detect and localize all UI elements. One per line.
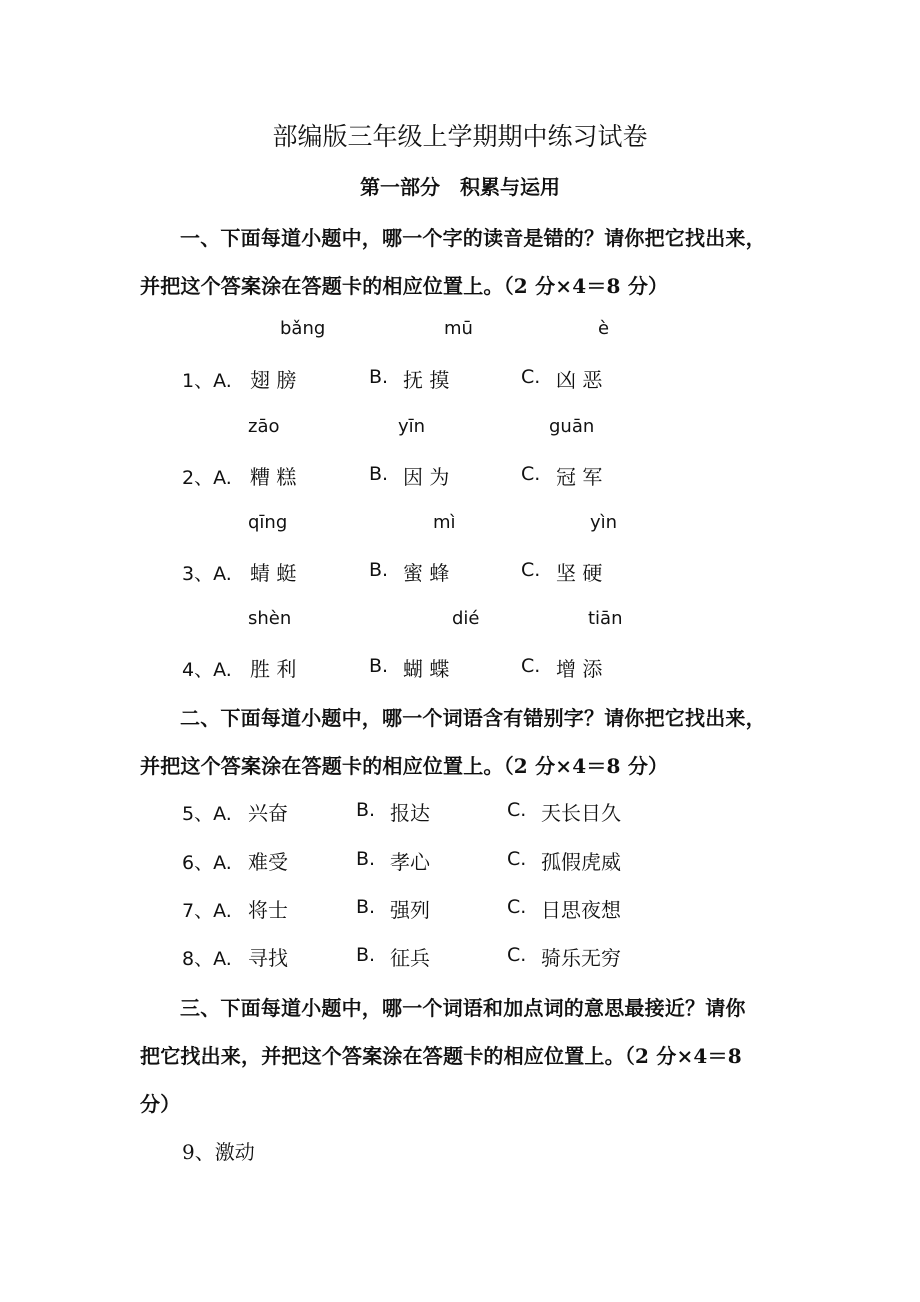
- question-number: 5、A.: [182, 803, 232, 825]
- pinyin-a: bǎng: [280, 318, 326, 339]
- question-number: 1、A.: [182, 370, 232, 392]
- option-c-label: C.: [507, 799, 527, 821]
- option-c-label: C.: [521, 463, 541, 485]
- option-b: 蝴 蝶: [403, 657, 450, 681]
- pinyin-c: yìn: [590, 512, 618, 533]
- section3-heading-line2: 把它找出来，并把这个答案涂在答题卡的相应位置上。（2 分×4＝8: [140, 1044, 742, 1068]
- option-a: 蜻 蜓: [250, 561, 297, 585]
- pinyin-b: yīn: [398, 416, 426, 437]
- question-number: 4、A.: [182, 659, 232, 681]
- question-number: 6、A.: [182, 852, 232, 874]
- section1-heading-line1: 一、下面每道小题中，哪一个字的读音是错的？请你把它找出来，: [180, 226, 766, 250]
- section1-heading-line2: 并把这个答案涂在答题卡的相应位置上。（2 分×4＝8 分）: [140, 274, 669, 298]
- option-b-label: B.: [356, 944, 376, 966]
- pinyin-b: mū: [444, 318, 473, 339]
- section3-heading-line3: 分）: [140, 1092, 181, 1116]
- option-a: 兴奋: [248, 801, 288, 825]
- option-c: 凶 恶: [556, 368, 603, 392]
- pinyin-c: è: [598, 318, 610, 339]
- option-b: 因 为: [403, 465, 450, 489]
- option-b: 蜜 蜂: [403, 561, 450, 585]
- page-title: 部编版三年级上学期期中练习试卷: [272, 122, 648, 151]
- question-number: 7、A.: [182, 900, 232, 922]
- section3-heading-line1: 三、下面每道小题中，哪一个词语和加点词的意思最接近？请你: [180, 996, 746, 1020]
- option-b: 征兵: [390, 946, 430, 970]
- option-c: 骑乐无穷: [541, 946, 621, 970]
- option-b-label: B.: [369, 366, 389, 388]
- question-number: 8、A.: [182, 948, 232, 970]
- option-b-label: B.: [369, 655, 389, 677]
- option-c: 天长日久: [541, 801, 621, 825]
- section2-heading-line1: 二、下面每道小题中，哪一个词语含有错别字？请你把它找出来，: [180, 706, 766, 730]
- part-title: 第一部分 积累与运用: [360, 175, 560, 199]
- option-a: 翅 膀: [250, 368, 297, 392]
- pinyin-a: zāo: [248, 416, 280, 437]
- option-b: 孝心: [390, 850, 430, 874]
- pinyin-a: qīng: [248, 512, 288, 533]
- option-a: 将士: [248, 898, 288, 922]
- option-b: 强列: [390, 898, 430, 922]
- pinyin-a: shèn: [248, 608, 292, 629]
- option-b-label: B.: [356, 799, 376, 821]
- option-c: 冠 军: [556, 465, 603, 489]
- option-b: 报达: [390, 801, 430, 825]
- option-b-label: B.: [369, 463, 389, 485]
- pinyin-b: mì: [433, 512, 456, 533]
- question-9: 9、激动: [182, 1140, 255, 1164]
- option-c-label: C.: [521, 655, 541, 677]
- option-a: 寻找: [248, 946, 288, 970]
- option-c: 孤假虎威: [541, 850, 621, 874]
- option-b-label: B.: [369, 559, 389, 581]
- option-c: 坚 硬: [556, 561, 603, 585]
- option-a: 胜 利: [250, 657, 297, 681]
- pinyin-c: guān: [549, 416, 595, 437]
- option-c-label: C.: [507, 944, 527, 966]
- option-c-label: C.: [521, 366, 541, 388]
- pinyin-b: dié: [452, 608, 480, 629]
- section2-heading-line2: 并把这个答案涂在答题卡的相应位置上。（2 分×4＝8 分）: [140, 754, 669, 778]
- option-b-label: B.: [356, 896, 376, 918]
- option-b: 抚 摸: [403, 368, 450, 392]
- option-b-label: B.: [356, 848, 376, 870]
- option-a: 糟 糕: [250, 465, 297, 489]
- option-c: 增 添: [556, 657, 603, 681]
- question-number: 3、A.: [182, 563, 232, 585]
- option-c-label: C.: [521, 559, 541, 581]
- option-c-label: C.: [507, 848, 527, 870]
- pinyin-c: tiān: [588, 608, 623, 629]
- option-c: 日思夜想: [541, 898, 621, 922]
- question-number: 2、A.: [182, 467, 232, 489]
- option-a: 难受: [248, 850, 288, 874]
- option-c-label: C.: [507, 896, 527, 918]
